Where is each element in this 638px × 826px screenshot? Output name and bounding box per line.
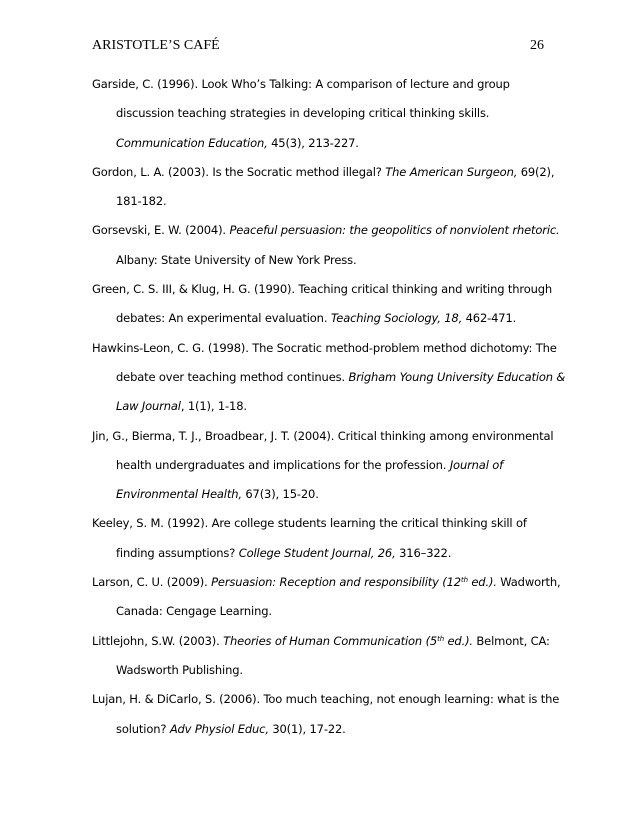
- reference-text: Gordon, L. A. (2003). Is the Socratic method illegal?: [92, 164, 386, 179]
- reference-text: Belmont, CA:: [472, 633, 550, 648]
- page-header: [92, 36, 544, 56]
- reference-text: discussion teaching strategies in developing critical thinking skills.: [116, 106, 490, 121]
- italic-text: Teaching Sociology, 18,: [330, 311, 463, 326]
- reference-text: Garside, C. (1996). Look Who’s Talking: A comparison of lecture and group: [92, 77, 510, 91]
- reference-first-line: [92, 70, 552, 99]
- reference-entry: [92, 422, 552, 510]
- reference-entry: [92, 158, 555, 217]
- reference-text: Wadworth,: [496, 575, 561, 590]
- italic-text: Brigham Young University Education &: [348, 369, 566, 384]
- reference-text: 316–322.: [395, 545, 452, 560]
- reference-text: Keeley, S. M. (1992). Are college students learning the critical thinking skill of: [92, 516, 527, 531]
- reference-text: 181-182.: [116, 194, 167, 209]
- reference-continuation-line: [92, 129, 552, 158]
- reference-text: Green, C. S. III, & Klug, H. G. (1990). Teaching critical thinking and writing through: [92, 282, 553, 297]
- reference-continuation-line: [92, 715, 552, 744]
- italic-text: The American Surgeon,: [385, 164, 518, 179]
- reference-continuation-line: [92, 99, 552, 128]
- italic-text: Adv Physiol Educ,: [169, 721, 269, 736]
- superscript-text: th: [460, 576, 468, 585]
- reference-first-line: [92, 275, 552, 304]
- italic-text: ed.).: [443, 633, 473, 648]
- reference-first-line: [92, 627, 552, 656]
- reference-continuation-line: [92, 187, 552, 216]
- reference-text: Gorsevski, E. W. (2004).: [92, 223, 230, 238]
- reference-text: Canada: Cengage Learning.: [116, 604, 272, 619]
- reference-text: 30(1), 17-22.: [268, 721, 346, 736]
- reference-first-line: [92, 216, 560, 245]
- reference-first-line: [92, 158, 555, 187]
- reference-entry: [92, 216, 560, 275]
- reference-entry: [92, 685, 560, 744]
- reference-text: Albany: State University of New York Press.: [116, 252, 357, 267]
- reference-entry: [92, 627, 552, 686]
- reference-continuation-line: [92, 597, 552, 626]
- reference-entry: [92, 509, 552, 568]
- page-number: 26: [530, 38, 544, 53]
- italic-text: ed.).: [467, 575, 497, 590]
- reference-text: 462-471.: [462, 311, 517, 326]
- italic-text: Journal of: [449, 457, 504, 472]
- reference-continuation-line: [92, 451, 552, 480]
- italic-text: Persuasion: Reception and responsibility (12: [211, 575, 461, 590]
- reference-continuation-line: [92, 392, 552, 421]
- reference-text: Wadsworth Publishing.: [116, 662, 243, 677]
- italic-text: Theories of Human Communication (5: [223, 633, 438, 648]
- reference-text: debates: An experimental evaluation.: [116, 311, 331, 326]
- reference-list: [92, 70, 566, 744]
- reference-first-line: [92, 422, 552, 451]
- reference-text: Lujan, H. & DiCarlo, S. (2006). Too much teaching, not enough learning: what is the: [92, 692, 560, 707]
- reference-first-line: [92, 568, 561, 597]
- reference-first-line: [92, 509, 552, 538]
- reference-first-line: [92, 685, 560, 714]
- running-head: ARISTOTLE’S CAFÉ: [92, 38, 220, 53]
- reference-continuation-line: [92, 304, 552, 333]
- italic-text: Environmental Health,: [116, 487, 242, 502]
- reference-text: Hawkins-Leon, C. G. (1998). The Socratic method-problem method dichotomy: The: [92, 340, 557, 355]
- reference-first-line: [92, 334, 557, 363]
- reference-text: , 1(1), 1-18.: [180, 399, 247, 414]
- reference-text: solution?: [116, 721, 170, 736]
- italic-text: Peaceful persuasion: the geopolitics of nonviolent rhetoric.: [229, 223, 560, 238]
- reference-text: 45(3), 213-227.: [267, 135, 359, 150]
- reference-text: Littlejohn, S.W. (2003).: [92, 633, 224, 648]
- reference-continuation-line: [92, 539, 552, 568]
- reference-entry: [92, 334, 566, 422]
- reference-text: 69(2),: [517, 164, 555, 179]
- superscript-text: th: [437, 634, 444, 643]
- reference-text: 67(3), 15-20.: [241, 487, 319, 502]
- reference-text: finding assumptions?: [116, 545, 239, 560]
- reference-continuation-line: [92, 246, 552, 275]
- reference-entry: [92, 275, 552, 334]
- reference-entry: [92, 70, 552, 158]
- reference-continuation-line: [92, 656, 552, 685]
- italic-text: Law Journal: [116, 399, 181, 414]
- reference-continuation-line: [92, 363, 566, 392]
- reference-text: Larson, C. U. (2009).: [92, 575, 212, 590]
- italic-text: Communication Education,: [116, 135, 268, 150]
- reference-text: debate over teaching method continues.: [116, 369, 349, 384]
- reference-text: health undergraduates and implications for the profession.: [116, 457, 450, 472]
- reference-text: Jin, G., Bierma, T. J., Broadbear, J. T. (2004). Critical thinking among environmental: [92, 428, 554, 443]
- reference-continuation-line: [92, 480, 552, 509]
- italic-text: College Student Journal, 26,: [238, 545, 396, 560]
- reference-entry: [92, 568, 561, 627]
